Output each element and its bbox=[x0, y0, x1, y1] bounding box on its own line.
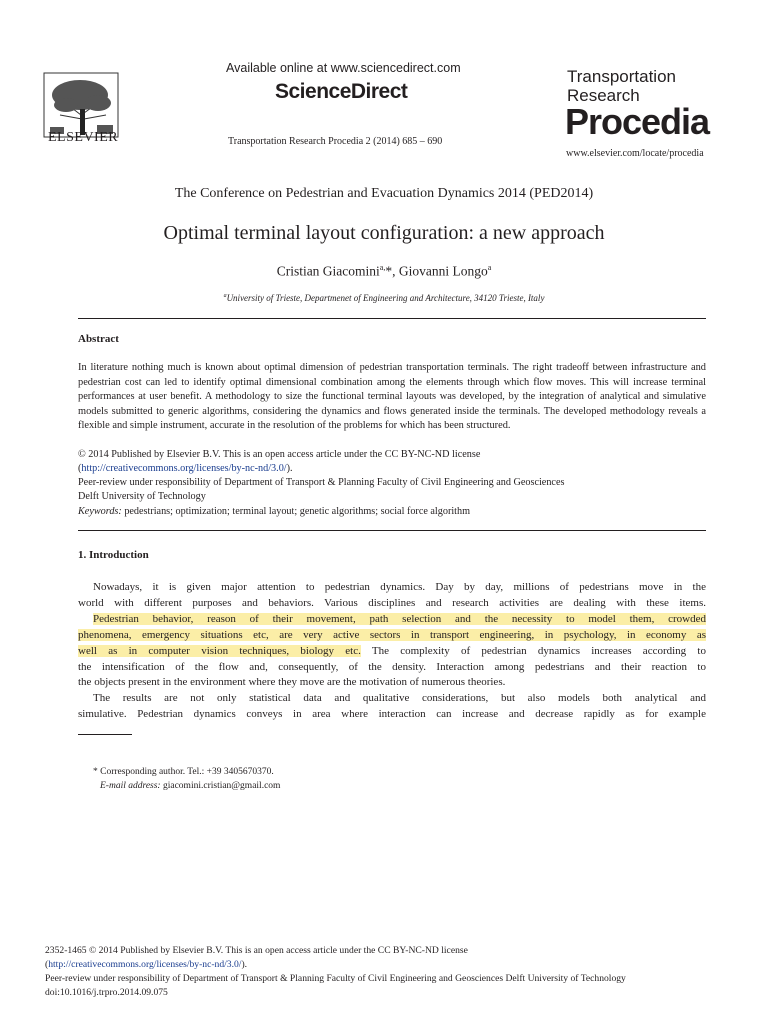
author-1: Cristian Giacomini bbox=[276, 263, 380, 279]
available-online-text: Available online at www.sciencedirect.com bbox=[226, 61, 461, 75]
author-list bbox=[0, 263, 768, 280]
affiliation-text: University of Trieste, Departmenet of Engineering and Architecture, 34120 Trieste, Italy bbox=[226, 293, 545, 303]
abstract-top-rule bbox=[78, 318, 706, 319]
author-separator: , bbox=[392, 263, 399, 279]
journal-url[interactable]: www.elsevier.com/locate/procedia bbox=[566, 148, 704, 159]
license-link[interactable]: http://creativecommons.org/licenses/by-nc-nd/3.0/ bbox=[81, 463, 287, 474]
license-paren-close: ). bbox=[286, 463, 293, 474]
author-2-affiliation-mark: a bbox=[487, 263, 492, 272]
paragraph-line: The results are not only statistical data and qualitative considerations, but also models both analytical and bbox=[93, 692, 706, 704]
footer-peer-review: Peer-review under responsibility of Department of Transport & Planning Faculty of Civil Engineering and Geosciences Delft University of Technology bbox=[45, 973, 626, 984]
affiliation-mark: a bbox=[223, 293, 227, 299]
highlight[interactable]: Pedestrian behavior, reason of their movement, path selection and the necessity to model them, crowded bbox=[93, 613, 706, 625]
section-heading-introduction: 1. Introduction bbox=[78, 549, 149, 561]
journal-logo-line2: Research bbox=[567, 86, 640, 105]
header-divider bbox=[34, 160, 734, 161]
abstract-heading: Abstract bbox=[78, 333, 119, 345]
footer-license-line bbox=[45, 959, 247, 970]
author-2: Giovanni Longo bbox=[398, 263, 488, 279]
footer-paren-close: ). bbox=[241, 959, 248, 970]
corresponding-author-mark[interactable]: * bbox=[385, 263, 393, 279]
sciencedirect-logo: ScienceDirect bbox=[275, 80, 408, 103]
license-line bbox=[78, 463, 293, 474]
paragraph-line: the objects present in the environment where they move are the motivation of numerous theories. bbox=[78, 676, 506, 688]
copyright-line: © 2014 Published by Elsevier B.V. This is an open access article under the CC BY-NC-ND license bbox=[78, 449, 481, 460]
affiliation bbox=[0, 293, 768, 303]
highlight[interactable]: phenomena, emergency situations etc, are very active sectors in transport engineering, in psychology, in economy as bbox=[78, 629, 706, 641]
footnote-rule bbox=[78, 734, 132, 735]
footer-doi[interactable]: doi:10.1016/j.trpro.2014.09.075 bbox=[45, 987, 168, 998]
abstract-body: In literature nothing much is known about optimal dimension of pedestrian transportation terminals. The right tradeoff between infrastructure and pedestrian cost can led to identify optimal dimensional combination among the elements through which flow moves. This will increase terminal performances at user benefit. A methodology to size the functional terminal layouts was developed, by the integration of analytical and simulative models submitted to generic algorithms, considering the dynamics and flows generated inside the terminals. The developed methodology reveals a flexible and simple instrument, accurate in the resolution of the problems for which has been structured. bbox=[78, 362, 706, 432]
journal-citation: Transportation Research Procedia 2 (2014) 685 – 690 bbox=[228, 136, 443, 147]
journal-logo-line1: Transportation bbox=[567, 67, 676, 86]
highlighted-line[interactable] bbox=[93, 613, 706, 626]
journal-logo-procedia: Procedia bbox=[565, 101, 710, 142]
footer-paren-open: ( bbox=[45, 959, 49, 970]
publisher-name: ELSEVIER bbox=[48, 130, 119, 145]
highlight[interactable]: well as in computer vision techniques, biology etc. bbox=[78, 645, 361, 657]
license-paren-open: ( bbox=[78, 463, 82, 474]
paragraph-line: simulative. Pedestrian dynamics conveys in area where interaction can increase and decrease rapidly as for example bbox=[78, 708, 706, 720]
footer-license-link[interactable]: http://creativecommons.org/licenses/by-nc-nd/3.0/ bbox=[48, 959, 242, 970]
footnote-email bbox=[100, 781, 280, 791]
email-address[interactable]: giacomini.cristian@gmail.com bbox=[160, 781, 281, 791]
author-1-affiliation-mark: a, bbox=[379, 263, 386, 272]
paragraph-line: world with different purposes and behaviors. Various disciplines and research activities are dealing with these items. bbox=[78, 597, 706, 609]
footnote-corresponding-author: * Corresponding author. Tel.: +39 3405670370. bbox=[93, 767, 274, 777]
paragraph-line: the intensification of the flow and, consequently, of the density. Interaction among pedestrians and their reaction to bbox=[78, 661, 706, 673]
paragraph-line: Nowadays, it is given major attention to pedestrian dynamics. Day by day, millions of pedestrians move in the bbox=[93, 581, 706, 593]
highlighted-line[interactable] bbox=[78, 645, 706, 658]
conference-name: The Conference on Pedestrian and Evacuation Dynamics 2014 (PED2014) bbox=[174, 186, 594, 201]
highlighted-line[interactable] bbox=[78, 629, 706, 642]
institution-line: Delft University of Technology bbox=[78, 491, 206, 502]
line-continuation: The complexity of pedestrian dynamics increases according to bbox=[360, 645, 706, 657]
email-label: E-mail address: bbox=[100, 781, 161, 791]
article-title: Optimal terminal layout configuration: a new approach bbox=[163, 222, 605, 244]
keywords-line bbox=[78, 506, 470, 517]
abstract-bottom-rule bbox=[78, 530, 706, 531]
keywords-text: pedestrians; optimization; terminal layout; genetic algorithms; social force algorithm bbox=[121, 506, 471, 517]
keywords-label: Keywords: bbox=[78, 506, 122, 517]
footer-issn-line: 2352-1465 © 2014 Published by Elsevier B.V. This is an open access article under the CC BY-NC-ND license bbox=[45, 945, 468, 956]
peer-review-line: Peer-review under responsibility of Department of Transport & Planning Faculty of Civil Engineering and Geosciences bbox=[78, 477, 565, 488]
